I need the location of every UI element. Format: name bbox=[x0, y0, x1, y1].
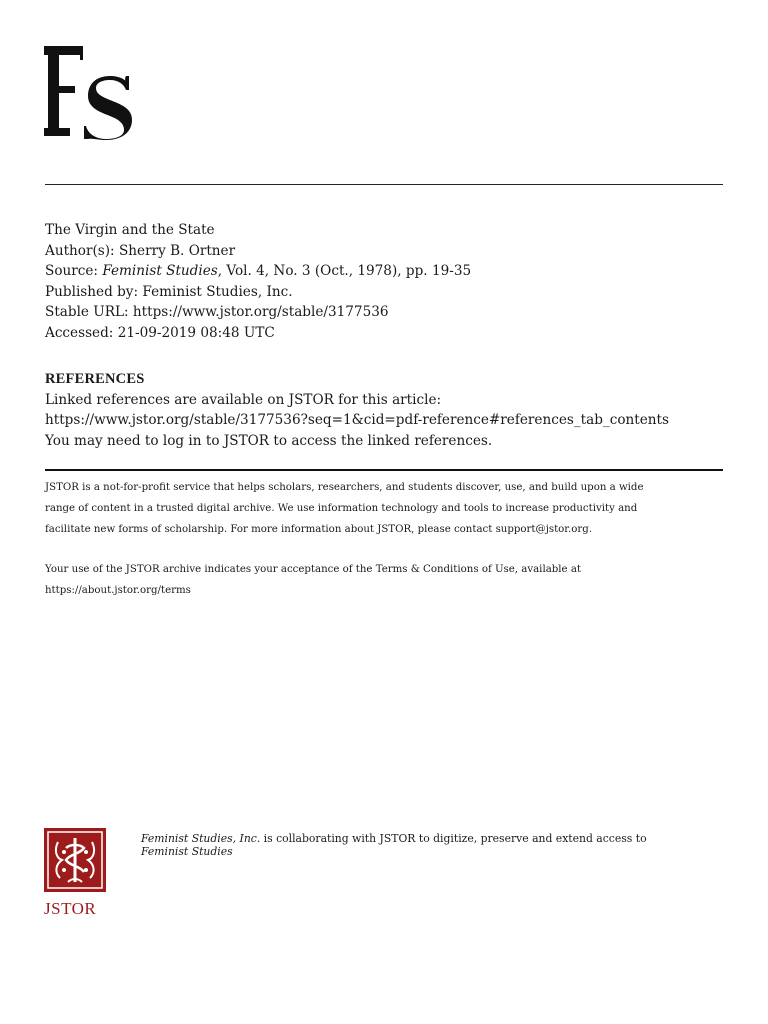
terms-line: JSTOR is a not-for-profit service that helps scholars, researchers, and students discover, use, and build upon a wide bbox=[45, 482, 644, 493]
collaboration-line bbox=[141, 832, 741, 845]
article-publisher: Published by: Feminist Studies, Inc. bbox=[45, 283, 293, 300]
terms-divider bbox=[45, 469, 723, 471]
journal-name: Feminist Studies bbox=[141, 845, 233, 858]
references-login-note: You may need to log in to JSTOR to access the linked references. bbox=[45, 432, 493, 449]
terms-url[interactable]: https://about.jstor.org/terms bbox=[45, 585, 191, 597]
source-journal: Feminist Studies bbox=[102, 263, 218, 280]
jstor-seal-icon bbox=[44, 828, 106, 892]
publisher-name: Feminist Studies, Inc. bbox=[141, 832, 261, 845]
source-details: , Vol. 4, No. 3 (Oct., 1978), pp. 19-35 bbox=[217, 263, 472, 280]
jstor-terms bbox=[45, 478, 725, 602]
article-title: The Virgin and the State bbox=[45, 222, 215, 238]
article-metadata bbox=[45, 220, 725, 344]
references-link[interactable]: https://www.jstor.org/stable/3177536?seq=1&cid=pdf-reference#references_tab_contents bbox=[45, 412, 669, 429]
jstor-wordmark: JSTOR bbox=[44, 899, 97, 918]
collaboration-text: is collaborating with JSTOR to digitize, preserve and extend access to bbox=[260, 832, 647, 845]
stable-url[interactable]: Stable URL: https://www.jstor.org/stable/3177536 bbox=[45, 304, 389, 321]
jstor-logo bbox=[44, 828, 108, 924]
terms-line: facilitate new forms of scholarship. For more information about JSTOR, please contact support@jstor.org. bbox=[45, 523, 593, 535]
fs-monogram-icon bbox=[44, 40, 134, 140]
top-divider bbox=[45, 184, 723, 185]
references-heading: REFERENCES bbox=[45, 371, 145, 387]
terms-line: range of content in a trusted digital archive. We use information technology and tools to increase productivity and bbox=[45, 502, 638, 514]
references-intro: Linked references are available on JSTOR for this article: bbox=[45, 391, 442, 408]
terms-line: Your use of the JSTOR archive indicates your acceptance of the Terms & Conditions of Use, available at bbox=[45, 564, 581, 576]
article-source bbox=[45, 261, 725, 282]
accessed-date: Accessed: 21-09-2019 08:48 UTC bbox=[45, 324, 275, 341]
source-prefix: Source: bbox=[45, 263, 103, 280]
collaboration-note bbox=[141, 832, 741, 858]
article-author: Author(s): Sherry B. Ortner bbox=[45, 242, 236, 259]
references-section bbox=[45, 369, 735, 451]
